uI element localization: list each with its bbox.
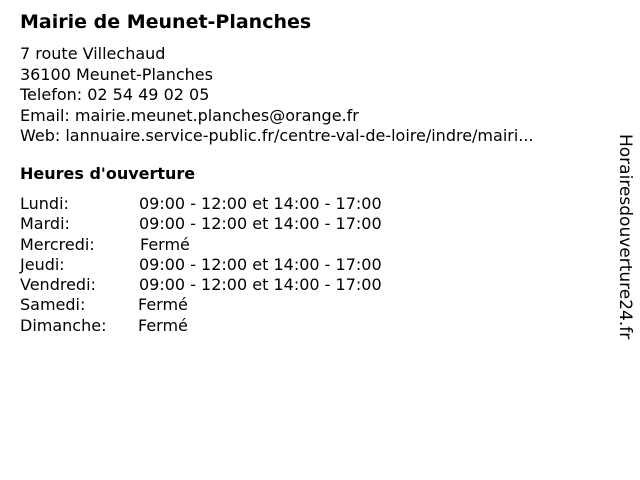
day-label: Mercredi:: [20, 234, 95, 254]
day-label: Jeudi:: [20, 254, 65, 274]
day-hours: 09:00 - 12:00 et 14:00 - 17:00: [139, 254, 382, 274]
hours-row-sunday: [20, 316, 382, 336]
hours-row-tuesday: [20, 214, 382, 234]
page-title: Mairie de Meunet-Planches: [20, 11, 312, 33]
day-hours: 09:00 - 12:00 et 14:00 - 17:00: [139, 194, 382, 213]
hours-row-thursday: [20, 255, 382, 275]
street-address: 7 route Villechaud: [20, 44, 166, 63]
city-address: 36100 Meunet-Planches: [20, 64, 213, 84]
hours-row-saturday: [20, 295, 382, 315]
hours-row-monday: [20, 194, 382, 214]
hours-heading: Heures d'ouverture: [20, 164, 196, 183]
opening-hours: [20, 194, 382, 336]
address-block: [20, 44, 600, 147]
day-label: Samedi:: [20, 295, 86, 315]
day-label: Vendredi:: [20, 275, 96, 295]
day-hours: Fermé: [138, 315, 188, 335]
day-hours: Fermé: [138, 295, 188, 315]
day-hours: 09:00 - 12:00 et 14:00 - 17:00: [139, 275, 382, 295]
day-label: Mardi:: [20, 214, 70, 234]
day-label: Lundi:: [20, 194, 69, 213]
day-hours: 09:00 - 12:00 et 14:00 - 17:00: [139, 214, 382, 234]
hours-row-friday: [20, 275, 382, 295]
day-hours: Fermé: [140, 234, 190, 254]
website-link: Web: lannuaire.service-public.fr/centre-val-de-loire/indre/mairi...: [20, 126, 534, 145]
site-watermark: Horairesdouverture24.fr: [615, 134, 635, 340]
phone-number: Telefon: 02 54 49 02 05: [20, 85, 210, 104]
email-address: Email: mairie.meunet.planches@orange.fr: [20, 105, 359, 125]
hours-row-wednesday: [20, 235, 382, 255]
day-label: Dimanche:: [20, 315, 107, 335]
